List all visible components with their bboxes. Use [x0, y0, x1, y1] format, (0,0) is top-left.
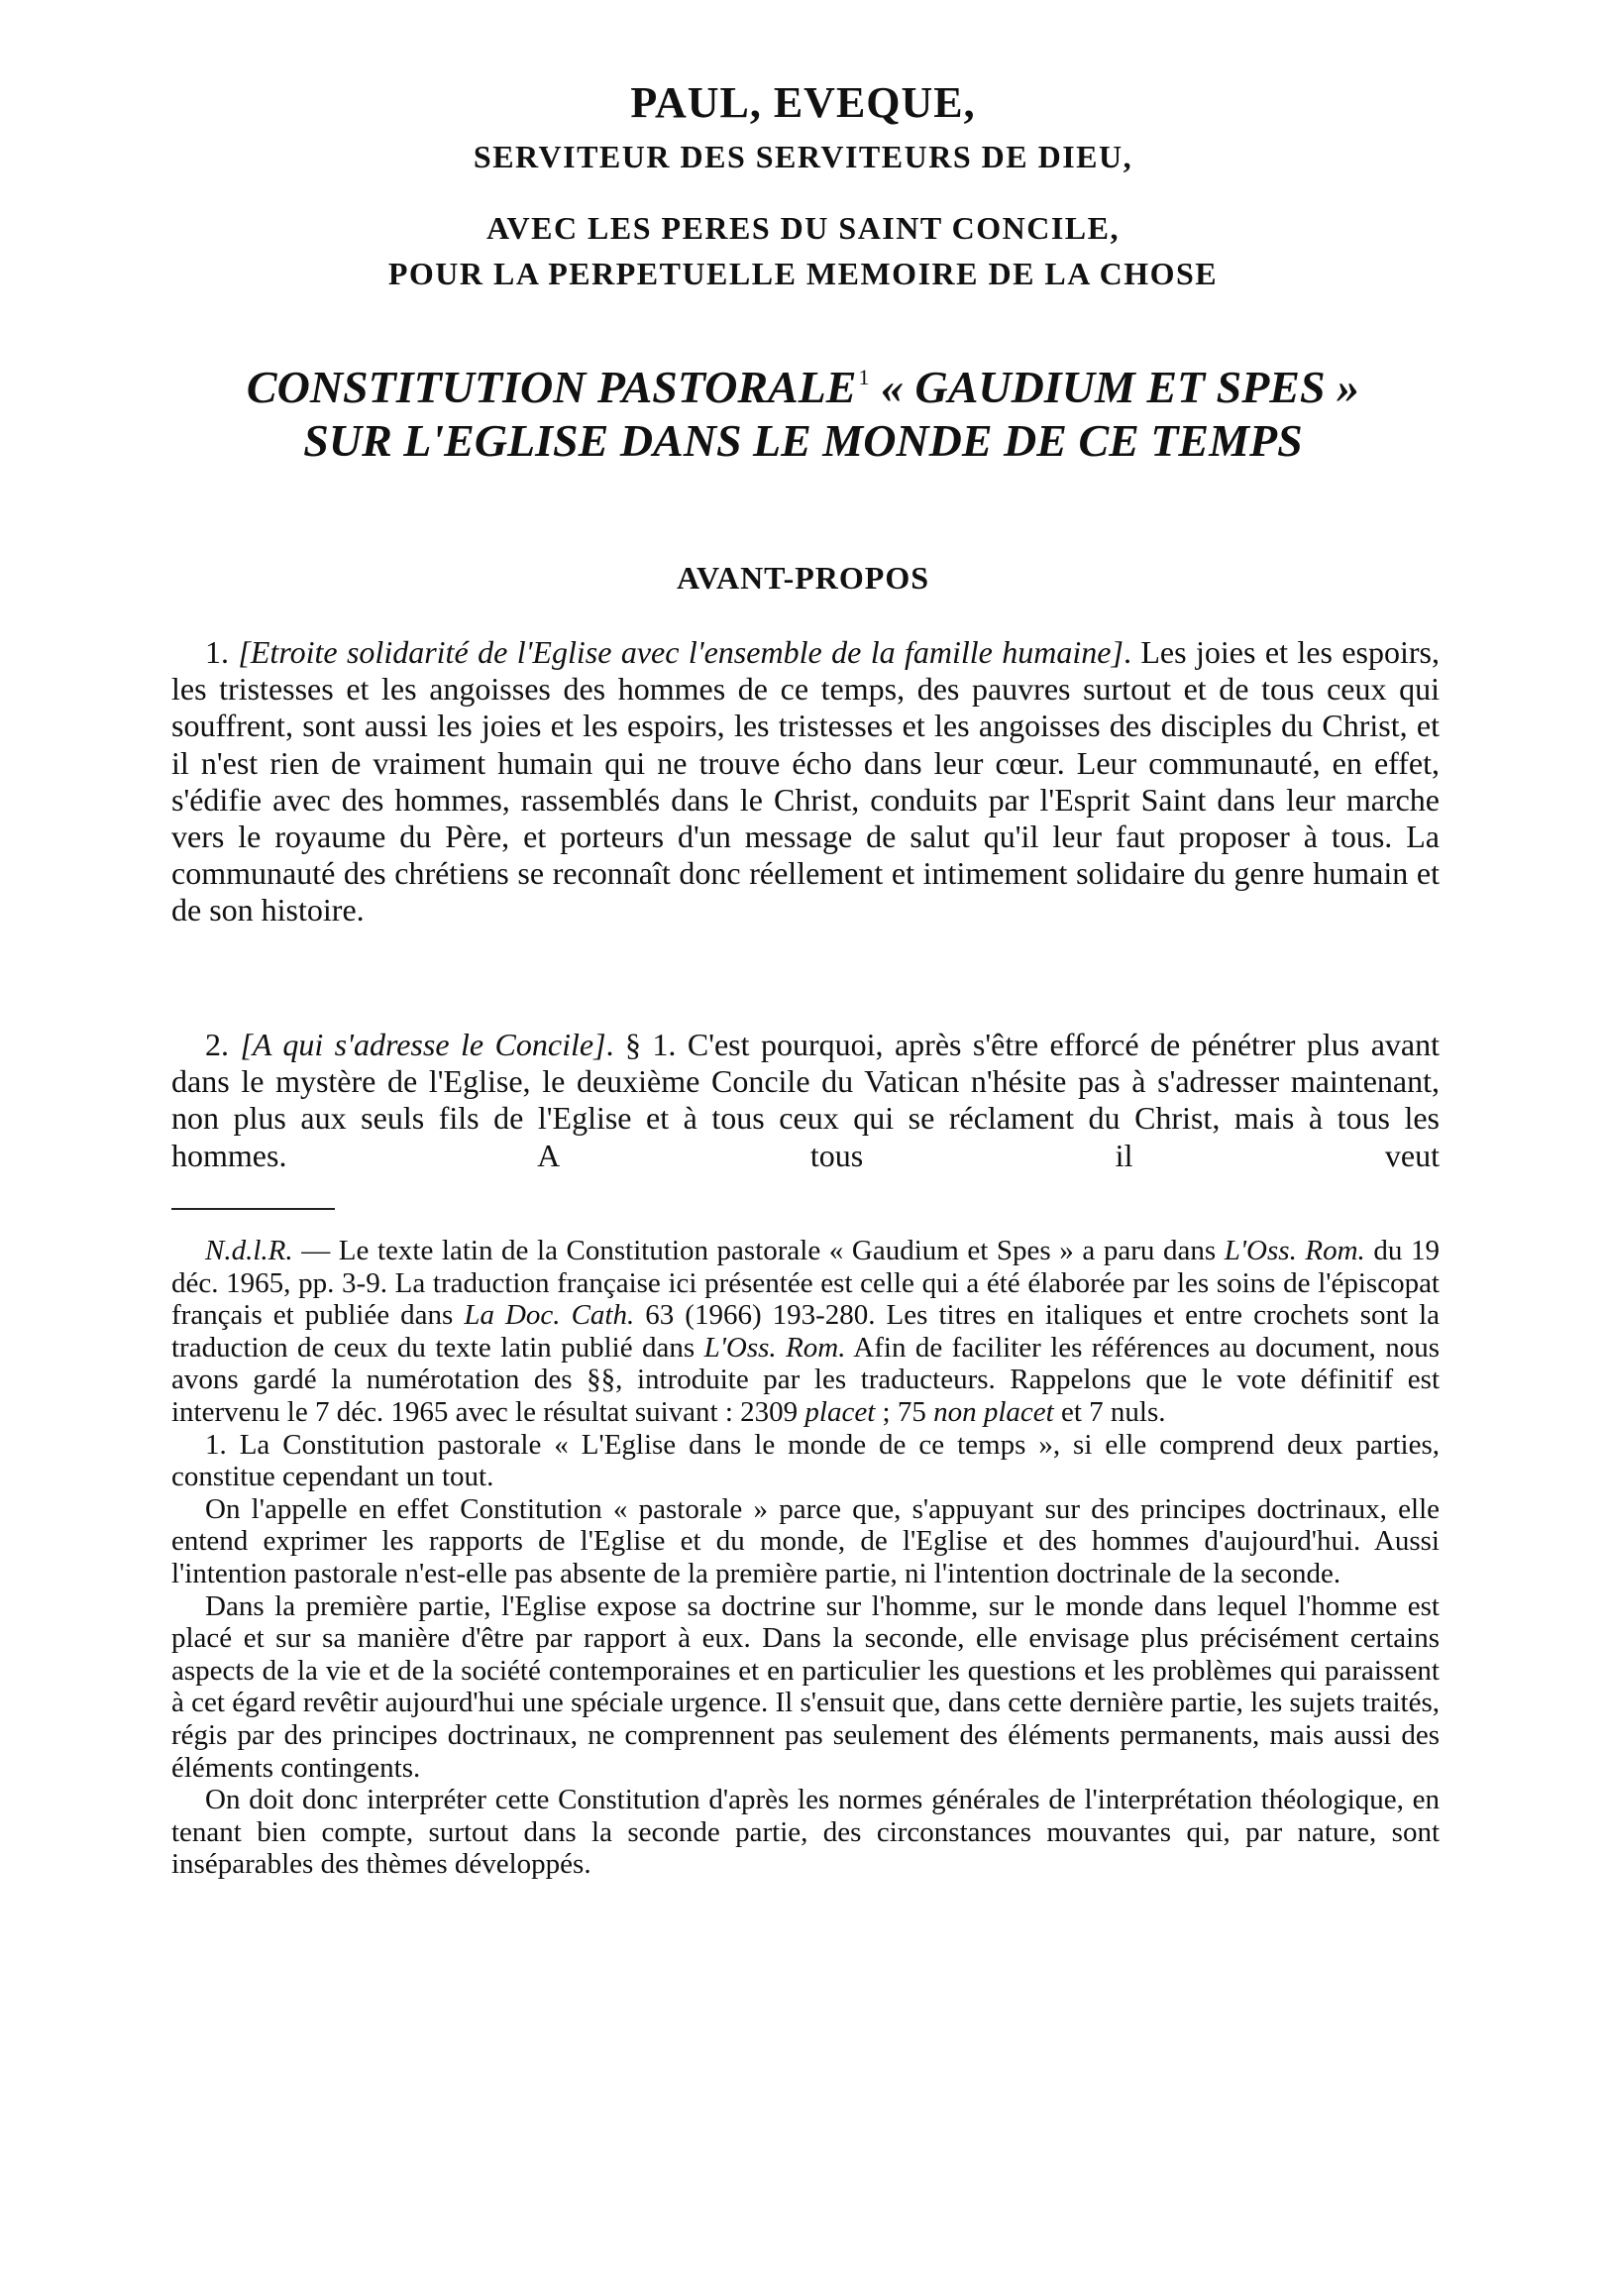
- editor-note-text: et 7 nuls.: [1053, 1395, 1166, 1428]
- paragraph-1-title: [Etroite solidarité de l'Eglise avec l'ensemble de la famille humaine]: [238, 634, 1124, 670]
- paragraph-2-text: . § 1. C'est pourquoi, après s'être efforcé de pénétrer plus avant dans le mystère de l'Eglise, le deuxième Concile du Vatican n'hésite pas à s'adresser maintenant, non plus aux seuls fils de l'Eglise et à tous ceux qui se réclament du Christ, mais à tous les hommes. A tous il veut: [171, 1027, 1441, 1173]
- footnote-divider: [171, 1208, 335, 1210]
- document-title-quote: « GAUDIUM ET SPES »: [869, 362, 1360, 412]
- header-author: PAUL, EVEQUE,: [630, 78, 976, 127]
- editor-note-vote: placet: [804, 1395, 876, 1428]
- editor-note-source: L'Oss. Rom.: [703, 1331, 846, 1364]
- editor-note-text: Afin de faciliter les références au document, nous avons gardé la numérotation des §§, introduite par les traducteurs. Rappelons que le vote définitif est intervenu le 7 déc. 1965 avec le résultat suivant : 2309: [171, 1331, 1440, 1428]
- paragraph-2: [171, 1027, 1440, 1174]
- editor-note-source: La Doc. Cath.: [464, 1299, 635, 1332]
- paragraph-1: [171, 634, 1440, 929]
- paragraph-2-number: 2.: [205, 1027, 241, 1062]
- footnote-1-para-2: On l'appelle en effet Constitution « pastorale » parce que, s'appuyant sur des principes doctrinaux, elle entend exprimer les rapports de l'Eglise et du monde, de l'Eglise et des hommes d'aujourd'hui. Aussi l'intention pastorale n'est-elle pas absente de la première partie, ni l'intention doctrinale de la seconde.: [171, 1492, 1440, 1589]
- editor-note: [171, 1235, 1440, 1429]
- paragraph-2-title: [A qui s'adresse le Concile]: [240, 1027, 606, 1062]
- header-with-fathers: AVEC LES PERES DU SAINT CONCILE,: [486, 210, 1120, 246]
- document-subtitle: SUR L'EGLISE DANS LE MONDE DE CE TEMPS: [303, 415, 1303, 466]
- paragraph-1-text: . Les joies et les espoirs, les tristesses et les angoisses des hommes de ce temps, des pauvres surtout et de tous ceux qui souffrent, sont aussi les joies et les espoirs, les tristesses et les angoisses des disciples du Christ, et il n'est rien de vraiment humain qui ne trouve écho dans leur cœur. Leur communauté, en effet, s'édifie avec des hommes, rassemblés dans le Christ, conduits par l'Esprit Saint dans leur marche vers le royaume du Père, et porteurs d'un message de salut qu'il leur faut proposer à tous. La communauté des chrétiens se reconnaît donc réellement et intimement solidaire du genre humain et de son histoire.: [171, 634, 1441, 929]
- document-title: [0, 361, 1606, 413]
- paragraph-1-number: 1.: [205, 634, 239, 670]
- document-title-main: CONSTITUTION PASTORALE: [246, 362, 857, 412]
- editor-note-source: L'Oss. Rom.: [1224, 1235, 1365, 1266]
- footnote-1: 1. La Constitution pastorale « L'Eglise dans le monde de ce temps », si elle comprend deux parties, constitue cependant un tout.: [171, 1428, 1440, 1493]
- editor-note-text: 63 (1966) 193-280. Les titres en italiques et entre crochets sont la traduction de ceux du texte latin publié dans: [171, 1299, 1441, 1364]
- footnotes: [171, 1235, 1440, 1881]
- editor-note-text: ; 75: [875, 1395, 934, 1428]
- footnote-1-para-4: On doit donc interpréter cette Constitution d'après les normes générales de l'interprétation théologique, en tenant bien compte, surtout dans la seconde partie, des circonstances mouvantes qui, par nature, sont inséparables des thèmes développés.: [171, 1784, 1440, 1881]
- header-memory: POUR LA PERPETUELLE MEMOIRE DE LA CHOSE: [387, 256, 1219, 291]
- editor-note-label: N.d.l.R.: [205, 1235, 293, 1266]
- editor-note-vote: non placet: [933, 1395, 1054, 1428]
- footnote-ref-1: 1: [858, 365, 870, 389]
- editor-note-text: — Le texte latin de la Constitution pastorale « Gaudium et Spes » a paru dans: [292, 1235, 1225, 1266]
- footnote-1-para-3: Dans la première partie, l'Eglise expose sa doctrine sur l'homme, sur le monde dans lequel l'homme est placé et sur sa manière d'être par rapport à eux. Dans la seconde, elle envisage plus précisément certains aspects de la vie et de la société contemporaines et en particulier les questions et les problèmes qui paraissent à cet égard revêtir aujourd'hui une spéciale urgence. Il s'ensuit que, dans cette dernière partie, les sujets traités, régis par des principes doctrinaux, ne comprennent pas seulement des éléments permanents, mais aussi des éléments contingents.: [171, 1589, 1440, 1784]
- editor-note-text: du 19 déc. 1965, pp. 3-9. La traduction française ici présentée est celle qui a été élaborée par les soins de l'épiscopat français et publiée dans: [171, 1235, 1440, 1332]
- section-heading: AVANT-PROPOS: [676, 560, 930, 596]
- header-subtitle: SERVITEUR DES SERVITEURS DE DIEU,: [473, 139, 1133, 174]
